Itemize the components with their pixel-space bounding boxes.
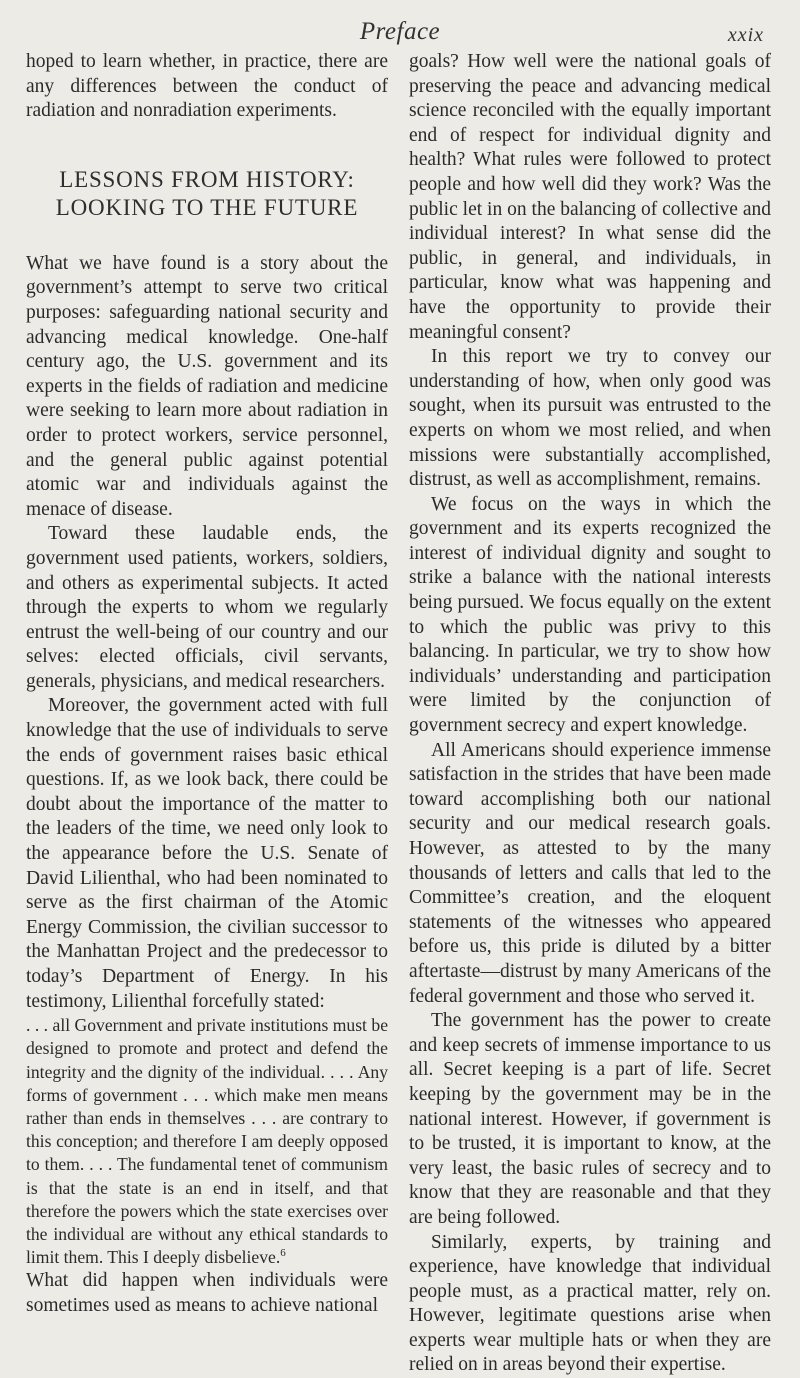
section-heading-line-2: LOOKING TO THE FUTURE <box>26 194 388 222</box>
paragraph: Similarly, experts, by training and experience, have knowledge that individual people must, as a practical matter, rely on. However, legitimate questions arise when experts wear multiple hats or when they are relied on in areas beyond their expertise. <box>409 1231 771 1378</box>
intro-paragraph: hoped to learn whether, in practice, there are any differences between the conduct of radiation and nonradiation experiments. <box>26 50 388 124</box>
paragraph: Moreover, the government acted with full knowledge that the use of individuals to serve the ends of government raises basic ethical questions. If, as we look back, there could be doubt about the importance of the matter to the leaders of the time, we need only look to the appearance before the U.S. Senate of David Lilienthal, who had been nominated to serve as the first chairman of the Atomic Energy Commission, the civilian successor to the Manhattan Project and the predecessor to today’s Department of Energy. In his testimony, Lilienthal forcefully stated: <box>26 694 388 1014</box>
page-number: xxix <box>728 24 764 47</box>
paragraph: We focus on the ways in which the government and its experts recognized the interest of individual dignity and sought to strike a balance with the national interests being pursued. We focus equally on the extent to which the public was privy to this balancing. In particular, we try to show how individuals’ understanding and participation were limited by the conjunction of government secrecy and expert knowledge. <box>409 493 771 739</box>
running-title: Preface <box>0 18 800 46</box>
footnote-marker: 6 <box>280 1247 286 1259</box>
paragraph: goals? How well were the national goals of preserving the peace and advancing medical science reconciled with the equally important end of respect for individual dignity and health? What rules were followed to protect people and how well did they work? Was the public let in on the balancing of collective and individual interest? In what sense did the public, in general, and individuals, in particular, know what was happening and have the opportunity to provide their meaningful consent? <box>409 50 771 345</box>
section-heading-line-1: LESSONS FROM HISTORY: <box>26 166 388 194</box>
block-quote-text: . . . all Government and private institutions must be designed to promote and protect and defend the integrity and the dignity of the individual. . . . Any forms of government . . . which make men means rather than ends in themselves . . . are contrary to this conception; and therefore I am deeply opposed to them. . . . The fundamental tenet of communism is that the state is an end in itself, and that therefore the powers which the state exercises over the individual are without any ethical standards to limit them. This I deeply disbelieve. <box>26 1015 388 1267</box>
right-column <box>409 50 771 1378</box>
paragraph: All Americans should experience immense satisfaction in the strides that have been made toward accomplishing both our national security and our medical research goals. However, as attested to by the many thousands of letters and calls that led to the Committee’s creation, and the eloquent statements of the witnesses who appeared before us, this pride is diluted by a bitter aftertaste—distrust by many Americans of the federal government and those who served it. <box>409 739 771 1010</box>
paragraph: The government has the power to create and keep secrets of immense importance to us all. Secret keeping is a part of life. Secret keeping by the government may be in the national interest. However, if government is to be trusted, it is important to know, at the very least, the basic rules of secrecy and to know that they are reasonable and that they are being followed. <box>409 1009 771 1230</box>
block-quote <box>26 1014 388 1269</box>
section-heading <box>26 166 388 222</box>
paragraph: What we have found is a story about the government’s attempt to serve two critical purposes: safeguarding national security and advancing medical knowledge. One-half century ago, the U.S. government and its experts in the fields of radiation and medicine were seeking to learn more about radiation in order to protect workers, service personnel, and the general public against potential atomic war and individuals against the menace of disease. <box>26 252 388 523</box>
paragraph: What did happen when individuals were sometimes used as means to achieve national <box>26 1269 388 1318</box>
paragraph: In this report we try to convey our understanding of how, when only good was sought, when its pursuit was entrusted to the experts on whom we most relied, and when missions were substantially accomplished, distrust, as well as accomplishment, remains. <box>409 345 771 493</box>
paragraph: Toward these laudable ends, the government used patients, workers, soldiers, and others as experimental subjects. It acted through the experts to whom we regularly entrust the well-being of our country and our selves: elected officials, civil servants, generals, physicians, and medical researchers. <box>26 522 388 694</box>
left-column <box>26 50 388 1319</box>
